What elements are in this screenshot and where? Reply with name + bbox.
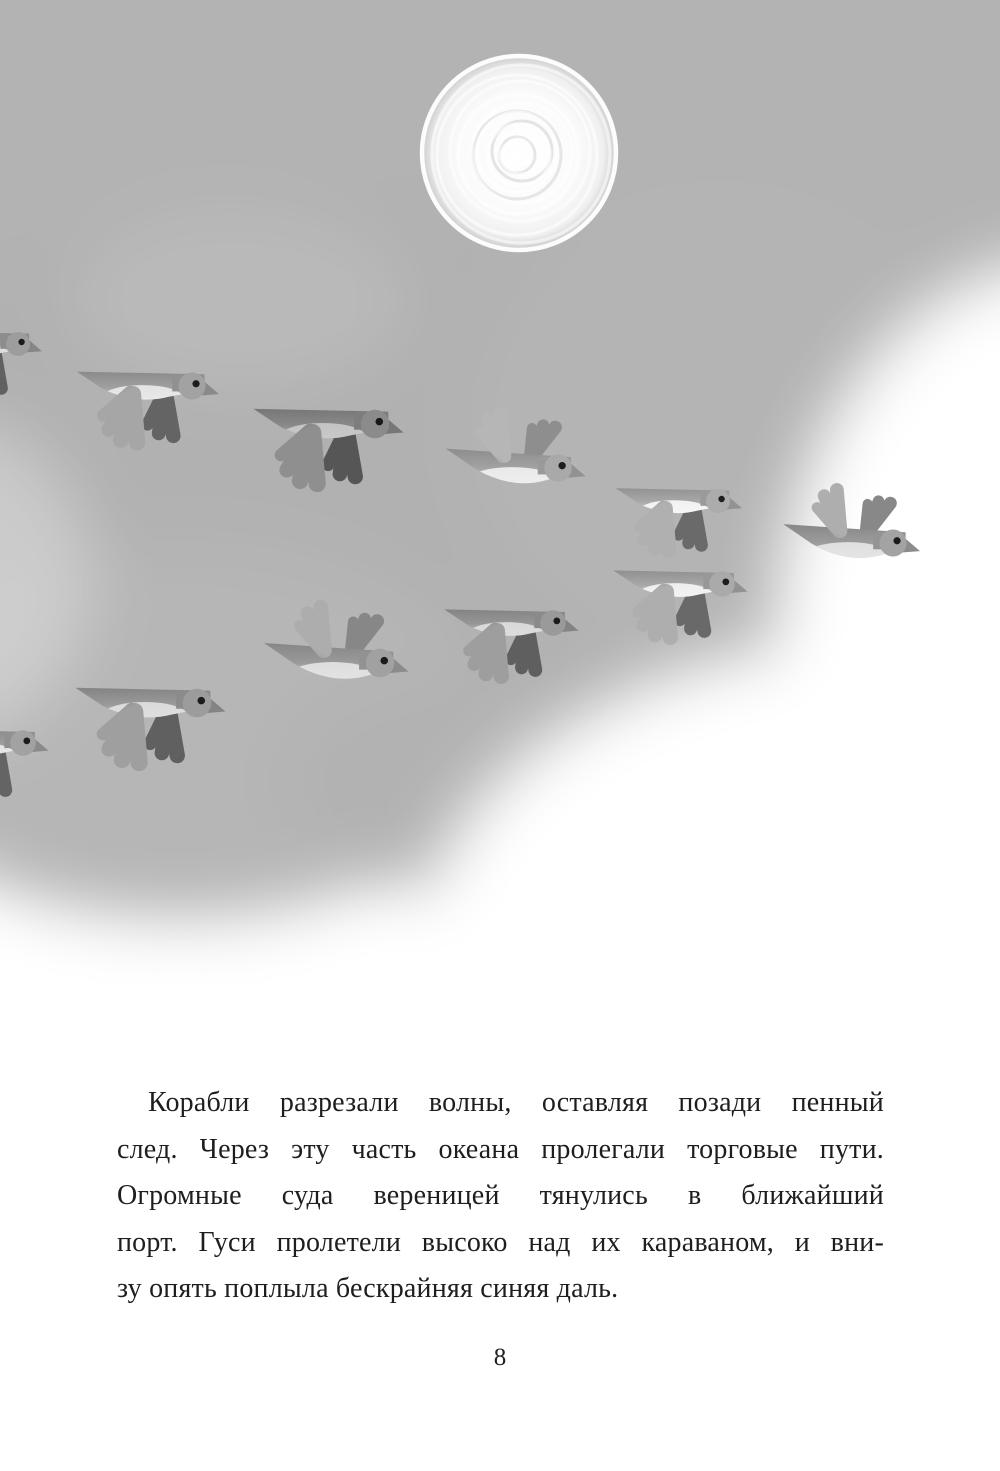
text-line: Корабли разрезали волны, оставляя позади пенный (148, 1087, 884, 1118)
story-paragraph (117, 1080, 884, 1313)
moon (420, 54, 618, 252)
text-line: Огромные суда вереницей тянулись в ближайший (117, 1180, 884, 1211)
text-line: порт. Гуси пролетели высоко над их караваном, и вни- (117, 1226, 884, 1258)
text-line: зу опять поплыла бескрайняя синяя даль. (117, 1273, 619, 1304)
page-number: 8 (493, 1344, 507, 1371)
text-line: след. Через эту часть океана пролегали торговые пути. (117, 1133, 884, 1165)
